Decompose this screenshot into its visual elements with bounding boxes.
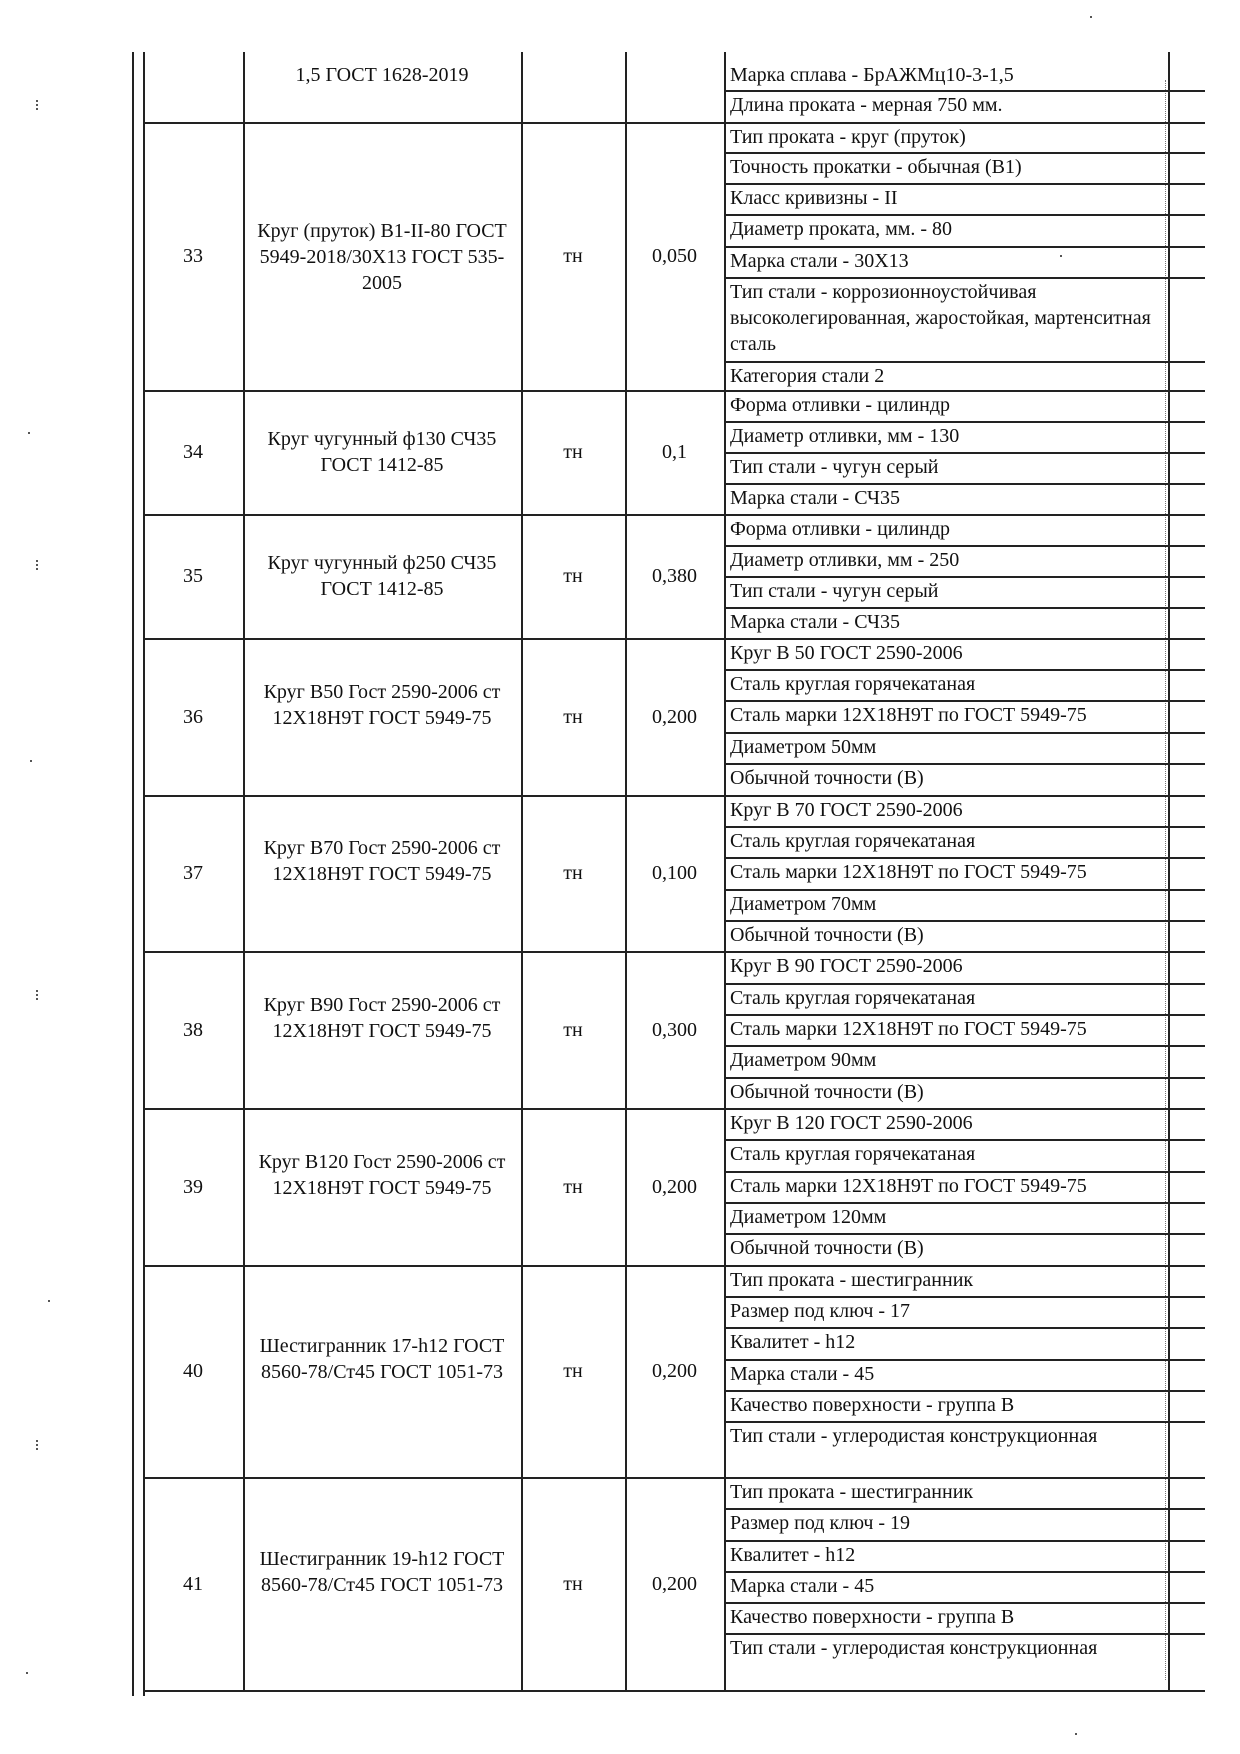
row-unit: тн (563, 1572, 583, 1595)
row-number: 39 (183, 1175, 203, 1198)
row-separator (143, 638, 724, 640)
spec-line: Диаметром 90мм (730, 1049, 877, 1071)
row-quantity: 0,380 (652, 565, 697, 587)
spec-line: Класс кривизны - II (730, 187, 898, 209)
scan-speck (36, 108, 38, 110)
spec-line: Обычной точности (В) (730, 1081, 924, 1103)
row-unit: тн (563, 705, 583, 728)
spec-line: Длина проката - мерная 750 мм. (730, 94, 1003, 116)
spec-line: Сталь марки 12Х18Н9Т по ГОСТ 5949-75 (730, 1175, 1087, 1197)
row-separator (143, 1265, 724, 1267)
spec-line: Тип проката - круг (пруток) (730, 126, 966, 148)
spec-line: Обычной точности (В) (730, 767, 924, 789)
spec-line: Тип стали - углеродистая конструкционная (730, 1637, 1098, 1659)
spec-line: Сталь круглая горячекатаная (730, 830, 976, 852)
spec-line: Сталь марки 12Х18Н9Т по ГОСТ 5949-75 (730, 1018, 1087, 1040)
scan-speck (28, 432, 30, 434)
row-separator (143, 1477, 724, 1479)
scan-speck (36, 100, 38, 102)
row-unit: тн (563, 245, 583, 267)
spec-line: Тип стали - чугун серый (730, 456, 939, 478)
row-number: 34 (183, 441, 203, 463)
spec-line: Форма отливки - цилиндр (730, 394, 951, 416)
scan-speck (36, 104, 38, 106)
scan-speck (36, 564, 38, 566)
scan-speck (30, 760, 32, 762)
row-unit: тн (563, 441, 583, 463)
spec-line: Диаметром 50мм (730, 736, 877, 758)
row-separator (143, 514, 724, 516)
row-separator (143, 795, 724, 797)
row-quantity: 0,1 (662, 441, 687, 463)
spec-line: Сталь марки 12Х18Н9Т по ГОСТ 5949-75 (730, 861, 1087, 883)
row-name: Круг В90 Гост 2590-2006 ст 12Х18Н9Т ГОСТ 5949-75 (263, 993, 501, 1042)
row-quantity: 0,050 (652, 245, 697, 267)
spec-line: Качество поверхности - группа В (730, 1394, 1015, 1416)
row-name: Круг В120 Гост 2590-2006 ст 12Х18Н9Т ГОСТ 5949-75 (258, 1150, 506, 1199)
spec-line: Круг В 50 ГОСТ 2590-2006 (730, 642, 963, 664)
spec-line: Квалитет - h12 (730, 1331, 856, 1353)
scan-speck (36, 990, 38, 992)
scan-speck (36, 1448, 38, 1450)
spec-line: Категория стали 2 (730, 365, 885, 387)
row-name: 1,5 ГОСТ 1628-2019 (295, 64, 469, 86)
scan-speck (26, 1672, 28, 1674)
scan-speck (36, 994, 38, 996)
scan-speck (1060, 255, 1062, 257)
spec-line: Марка стали - СЧ35 (730, 611, 901, 633)
spec-line: Круг В 120 ГОСТ 2590-2006 (730, 1112, 973, 1134)
spec-line: Диаметр отливки, мм - 250 (730, 549, 960, 571)
spec-line: Тип стали - чугун серый (730, 580, 939, 602)
spec-line: Круг В 90 ГОСТ 2590-2006 (730, 955, 963, 977)
right-dotted-line (1165, 80, 1167, 1680)
row-name: Круг (пруток) В1-II-80 ГОСТ 5949-2018/30Х13 ГОСТ 535-2005 (257, 220, 507, 294)
spec-line: Форма отливки - цилиндр (730, 518, 951, 540)
row-name: Круг чугунный ф250 СЧ35 ГОСТ 1412-85 (267, 552, 497, 600)
spec-line: Марка сплава - БрАЖМц10-3-1,5 (730, 64, 1014, 86)
row-name: Шестигранник 17-h12 ГОСТ 8560-78/Ст45 ГОСТ 1051-73 (259, 1335, 505, 1383)
row-quantity: 0,200 (652, 705, 697, 728)
row-name: Шестигранник 19-h12 ГОСТ 8560-78/Ст45 ГОСТ 1051-73 (259, 1547, 505, 1596)
spec-line: Марка стали - 45 (730, 1363, 875, 1385)
column-divider-num (243, 52, 245, 1690)
spec-line-separator (724, 1690, 1205, 1692)
row-number: 35 (183, 565, 203, 587)
scan-speck (36, 1440, 38, 1442)
row-separator (143, 390, 724, 392)
row-number: 37 (183, 862, 203, 884)
row-unit: тн (563, 1018, 583, 1041)
scan-speck (36, 998, 38, 1000)
spec-line: Марка стали - СЧ35 (730, 487, 901, 509)
spec-line: Качество поверхности - группа В (730, 1606, 1015, 1628)
spec-line: Обычной точности (В) (730, 1237, 924, 1259)
spec-line: Размер под ключ - 17 (730, 1300, 911, 1322)
spec-line: Марка стали - 30Х13 (730, 250, 909, 272)
spec-line: Размер под ключ - 19 (730, 1512, 911, 1534)
row-quantity: 0,200 (652, 1175, 697, 1198)
row-name: Круг В70 Гост 2590-2006 ст 12Х18Н9Т ГОСТ 5949-75 (263, 837, 501, 885)
spec-line: Диаметр проката, мм. - 80 (730, 218, 953, 240)
scan-speck (1075, 1733, 1077, 1735)
spec-line: Круг В 70 ГОСТ 2590-2006 (730, 799, 963, 821)
spec-line: Марка стали - 45 (730, 1575, 875, 1597)
row-number: 38 (183, 1018, 203, 1041)
row-quantity: 0,100 (652, 862, 697, 884)
row-number: 36 (183, 705, 203, 728)
spec-line: Точность прокатки - обычная (В1) (730, 156, 1022, 178)
spec-line: Тип стали - углеродистая конструкционная (730, 1425, 1098, 1447)
scan-speck (48, 1300, 50, 1302)
spec-line: Сталь круглая горячекатаная (730, 987, 976, 1009)
spec-line: Тип стали - коррозионноустойчивая высоколегированная, жаростойкая, мартенситная сталь (730, 281, 1151, 355)
row-number: 40 (183, 1360, 203, 1382)
spec-line: Квалитет - h12 (730, 1544, 856, 1566)
spec-line: Тип проката - шестигранник (730, 1481, 974, 1503)
row-quantity: 0,200 (652, 1572, 697, 1595)
column-divider-spec (1168, 52, 1170, 1690)
spec-line: Сталь марки 12Х18Н9Т по ГОСТ 5949-75 (730, 704, 1087, 726)
row-unit: тн (563, 1360, 583, 1382)
scan-speck (36, 568, 38, 570)
spec-line: Диаметром 70мм (730, 893, 877, 915)
scan-speck (36, 560, 38, 562)
spec-line: Сталь круглая горячекатаная (730, 673, 976, 695)
column-divider-qty (724, 52, 726, 1690)
table-border-left-outer (132, 52, 134, 1696)
spec-line: Диаметром 120мм (730, 1206, 887, 1228)
row-separator (143, 122, 724, 124)
row-number: 33 (183, 245, 203, 267)
row-separator (143, 951, 724, 953)
row-unit: тн (563, 862, 583, 884)
spec-line: Обычной точности (В) (730, 924, 924, 946)
scan-speck (36, 1444, 38, 1446)
row-unit: тн (563, 1175, 583, 1198)
row-quantity: 0,300 (652, 1018, 697, 1041)
row-number: 41 (183, 1572, 203, 1595)
scan-speck (1090, 16, 1092, 18)
row-name: Круг чугунный ф130 СЧ35 ГОСТ 1412-85 (267, 428, 497, 476)
spec-line: Диаметр отливки, мм - 130 (730, 425, 960, 447)
row-name: Круг В50 Гост 2590-2006 ст 12Х18Н9Т ГОСТ 5949-75 (263, 680, 501, 729)
spec-line: Тип проката - шестигранник (730, 1269, 974, 1291)
spec-line: Сталь круглая горячекатаная (730, 1143, 976, 1165)
row-quantity: 0,200 (652, 1360, 697, 1382)
row-separator (143, 1108, 724, 1110)
row-unit: тн (563, 565, 583, 587)
